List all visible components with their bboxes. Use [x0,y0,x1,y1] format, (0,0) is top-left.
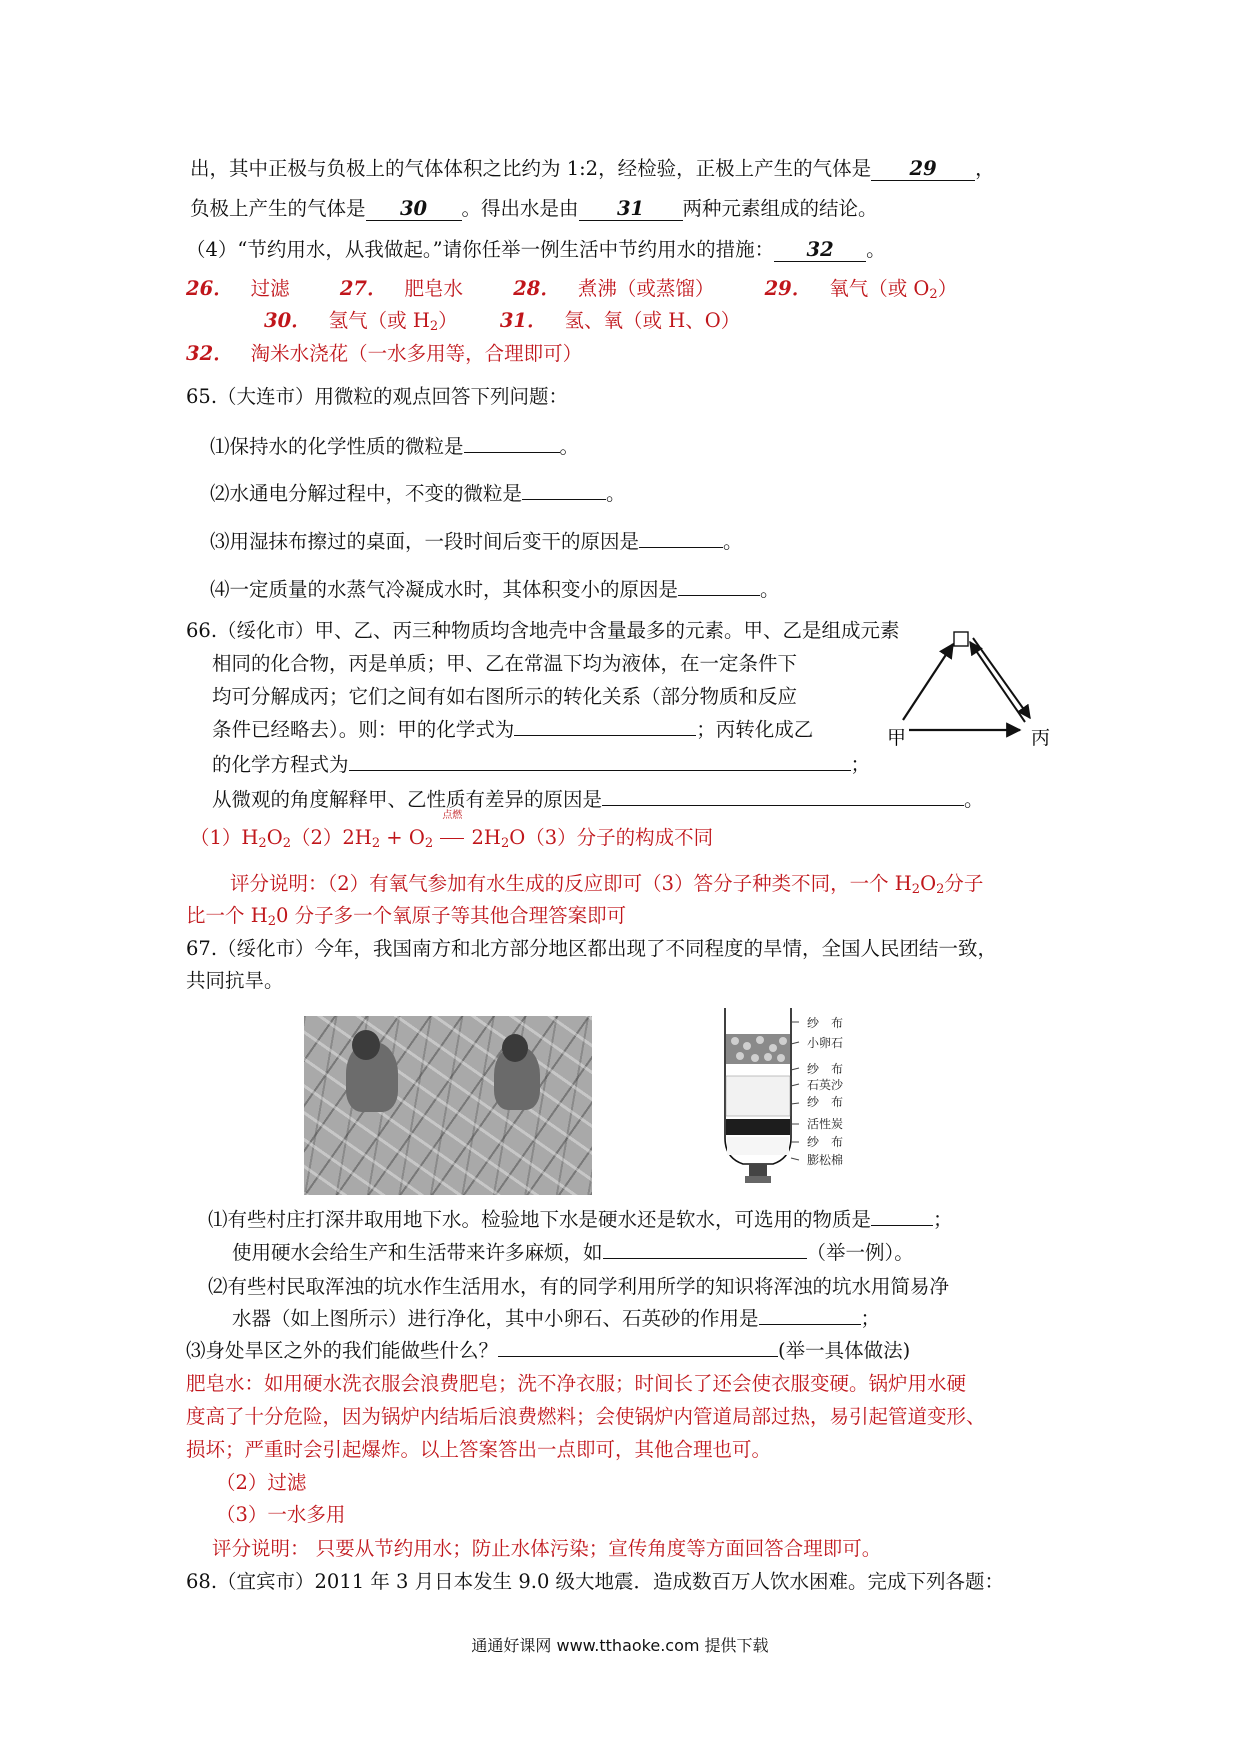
person-head-2 [502,1034,528,1062]
q65-part4: ⑷一定质量的水蒸气冷凝成水时，其体积变小的原因是 。 [210,578,780,601]
q66-scoring-note-2: 比一个 $H_20$ 分子多一个氧原子等其他合理答案即可 [186,904,627,929]
q64-answers-row2: 30． 氢气（或 $H_2$） 31． 氢、氧（或 H、O） [264,309,741,334]
q67-blank2[interactable] [603,1258,807,1259]
q67-answer-3: 损坏；严重时会引起爆炸。以上答案答出一点即可，其他合理也可。 [186,1438,772,1461]
q66-line2: 相同的化合物，丙是单质；甲、乙在常温下均为液体，在一定条件下 [212,652,798,675]
q67-blank3[interactable] [759,1324,861,1325]
node-jia: 甲 [887,727,907,749]
transformation-diagram [885,620,1060,755]
label-activated-carbon: 活性炭 [806,1117,844,1131]
q66-blank-equation[interactable] [349,770,851,771]
q67-blank4[interactable] [498,1356,778,1357]
q67-answer-5: （3）一水多用 [216,1503,346,1526]
q64-line1: 出，其中正极与负极上的气体体积之比约为 1:2，经检验，正极上产生的气体是 29 ， [190,157,995,180]
water-purifier-diagram [715,1008,875,1196]
q66-line4: 条件已经略去）。则：甲的化学式为 ；丙转化成乙 [212,718,814,741]
person-head-1 [352,1030,380,1060]
q67-part3: ⑶身处旱区之外的我们能做些什么？ (举一具体做法) [186,1339,911,1362]
q67-line1: 67.（绥化市）今年，我国南方和北方部分地区都出现了不同程度的旱情，全国人民团结一致， [186,937,998,960]
blank-32[interactable]: 32 [774,239,866,262]
label-gauze-3: 纱 布 [806,1095,844,1109]
q67-part2-cont: 水器（如上图所示）进行净化，其中小卵石、石英砂的作用是 ； [232,1307,881,1330]
q64-line3: （4）“节约用水，从我做起。”请你任举一例生活中节约用水的措施： 32 。 [186,238,886,261]
label-pebbles: 小卵石 [806,1036,844,1050]
q67-answer-4: （2）过滤 [216,1471,307,1494]
label-cotton: 膨松棉 [806,1153,844,1167]
q65-part1: ⑴保持水的化学性质的微粒是 。 [210,435,580,458]
q67-part1: ⑴有些村庄打深井取用地下水。检验地下水是硬水还是软水，可选用的物质是 ； [208,1208,953,1231]
q67-answer-1: 肥皂水：如用硬水洗衣服会浪费肥皂；洗不净衣服；时间长了还会使衣服变硬。锅炉用水硬 [186,1372,967,1395]
q68-stem: 68.（宜宾市）2011 年 3 月日本发生 9.0 级大地震．造成数百万人饮水困难。完成下列各题： [186,1570,1005,1593]
q67-part2: ⑵有些村民取浑浊的坑水作生活用水，有的同学利用所学的知识将浑浊的坑水用简易净 [208,1275,950,1298]
q67-line2: 共同抗旱。 [186,969,284,992]
q65-part3: ⑶用湿抹布擦过的桌面，一段时间后变干的原因是 。 [210,530,743,553]
label-gauze-1: 纱 布 [806,1016,844,1030]
q65-blank2[interactable] [522,499,606,500]
node-bing: 丙 [1031,727,1051,749]
q65-stem: 65.（大连市）用微粒的观点回答下列问题： [186,385,569,408]
q66-blank-reason[interactable] [602,805,964,806]
arrow-yi-to-bing [973,638,1030,718]
arrow-jia-to-yi [903,644,953,720]
drought-photo [304,1016,592,1195]
node-yi-box [954,632,968,646]
q66-line1: 66.（绥化市）甲、乙、丙三种物质均含地壳中含量最多的元素。甲、乙是组成元素 [186,619,900,642]
blank-30[interactable]: 30 [366,198,462,221]
page-footer: 通通好课网 www.tthaoke.com 提供下载 [471,1636,769,1655]
q67-blank1[interactable] [871,1225,933,1226]
q65-part2: ⑵水通电分解过程中，不变的微粒是 。 [210,482,626,505]
q66-line6: 从微观的角度解释甲、乙性质有差异的原因是 。 [212,788,984,811]
label-gauze-4: 纱 布 [806,1135,844,1149]
q66-line3: 均可分解成丙；它们之间有如右图所示的转化关系（部分物质和反应 [212,685,798,708]
arrow-bing-to-yi [970,642,1025,722]
q65-blank1[interactable] [464,452,560,453]
q66-line5: 的化学方程式为 ； [212,753,871,776]
blank-29[interactable]: 29 [871,158,975,181]
q65-blank4[interactable] [678,595,760,596]
q66-blank-formula[interactable] [514,735,696,736]
q67-scoring-note: 评分说明： 只要从节约用水；防止水体污染；宣传角度等方面回答合理即可。 [212,1537,882,1560]
blank-31[interactable]: 31 [579,198,683,221]
q64-answers-row1: 26． 过滤 27． 肥皂水 28． 煮沸（或蒸馏） 29． 氧气（或 $O_2$） [186,277,958,302]
q64-answers-row3: 32． 淘米水浇花（一水多用等，合理即可） [186,342,583,365]
q66-answer: $(1)H_2O_2(2)2H_2 + O_2$ 点燃 $2H_2O(3)$分子的构成不同 [190,810,714,851]
q66-scoring-note-1: 评分说明：（2）有氧气参加有水生成的反应即可（3）答分子种类不同，一个 $H_2O_2$分子 [230,872,984,897]
label-gauze-2: 纱 布 [806,1062,844,1076]
q67-answer-2: 度高了十分危险，因为锅炉内结垢后浪费燃料；会使锅炉内管道局部过热，易引起管道变形、 [186,1405,986,1428]
q67-part1-cont: 使用硬水会给生产和生活带来许多麻烦，如 （举一例）。 [232,1241,914,1264]
reaction-condition: 点燃 [439,825,465,851]
q64-line2: 负极上产生的气体是 30 。得出水是由 31 两种元素组成的结论。 [190,197,878,220]
q65-blank3[interactable] [639,547,723,548]
label-quartz-sand: 石英沙 [806,1078,844,1092]
